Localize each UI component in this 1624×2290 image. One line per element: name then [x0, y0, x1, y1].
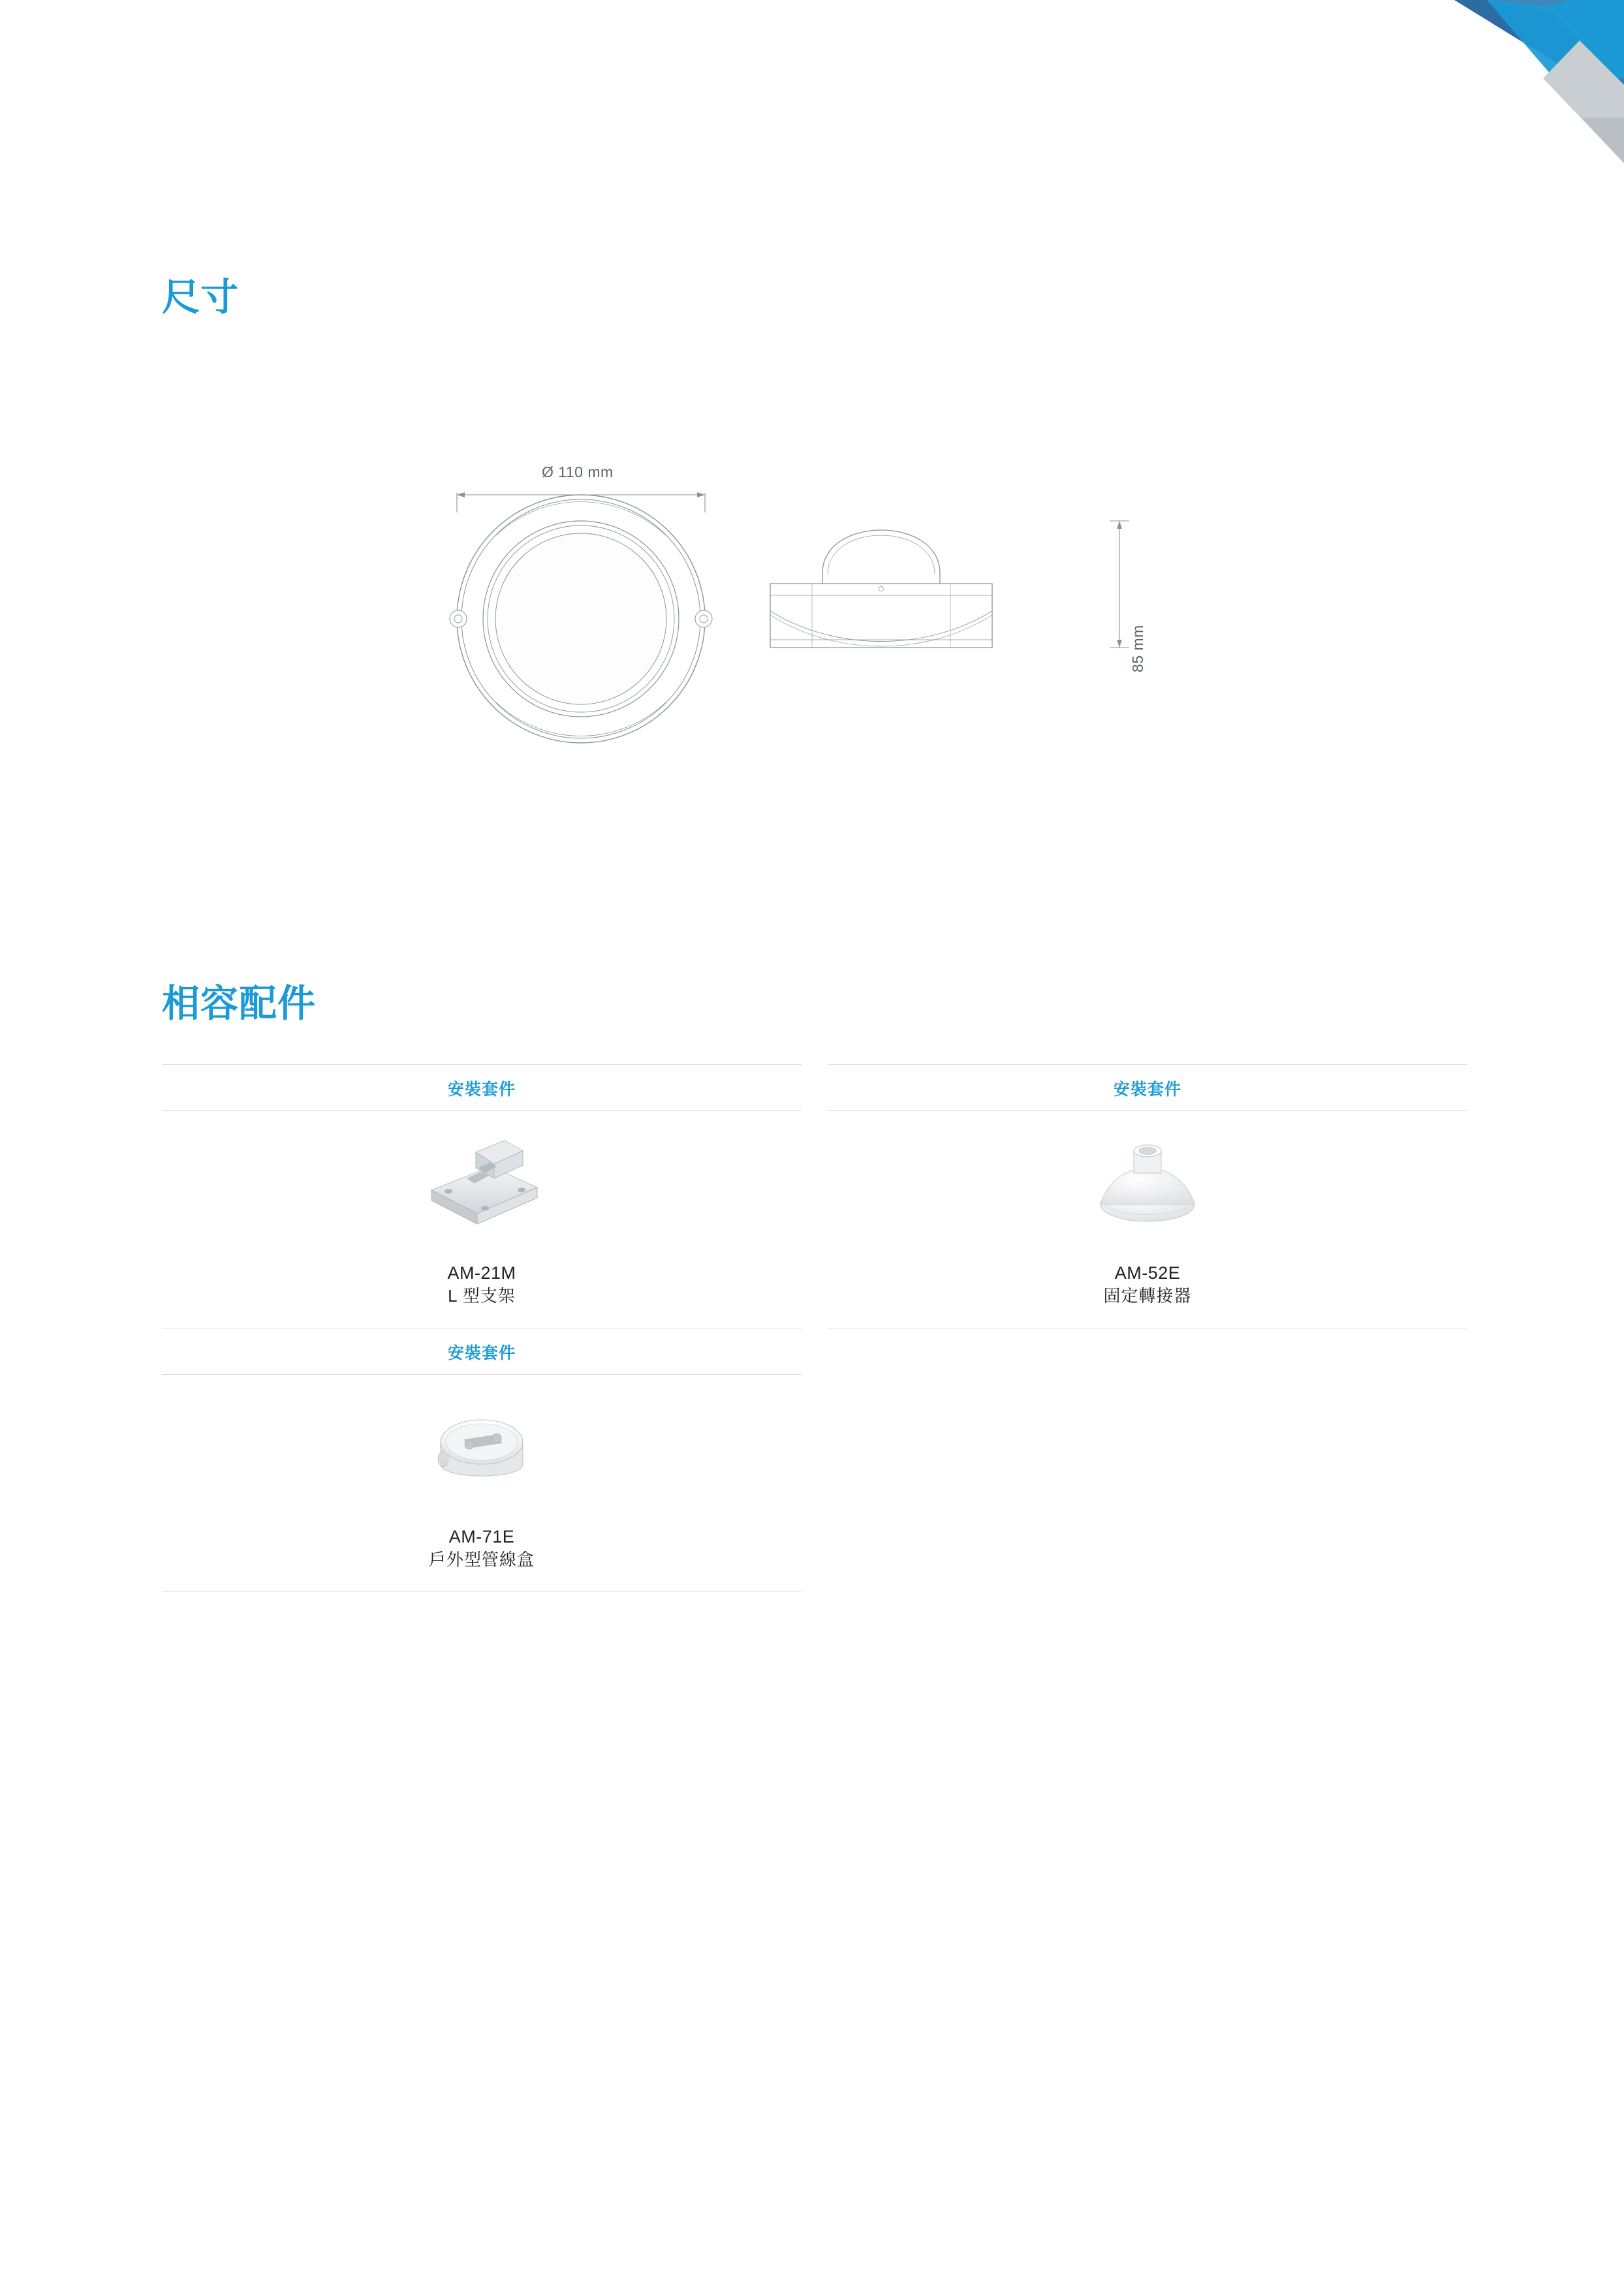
accessory-card-am-52e	[828, 1064, 1467, 1328]
accessory-model-label: AM-21M	[447, 1263, 516, 1283]
front-view-dome-camera	[450, 495, 712, 743]
banner-shape-6	[1543, 40, 1624, 163]
accessory-category-label: 安裝套件	[1113, 1080, 1181, 1099]
accessories-column-left	[162, 1064, 802, 1592]
banner-shape-3	[1546, 0, 1624, 85]
accessory-description-label: 戶外型管線盒	[428, 1549, 535, 1569]
banner-shape-7	[1582, 118, 1624, 163]
dimension-drawing-svg	[418, 444, 1201, 862]
accessory-model-label: AM-52E	[1114, 1263, 1181, 1283]
height-dimension-label: 85 mm	[1129, 625, 1146, 672]
accessory-description-label: L 型支架	[448, 1286, 516, 1306]
side-view-dome-camera	[770, 530, 992, 648]
accessory-model-label: AM-71E	[448, 1526, 515, 1546]
pendant-adapter-icon	[1079, 1127, 1216, 1245]
accessory-image-am-52e	[828, 1111, 1467, 1261]
l-bracket-icon	[413, 1127, 550, 1245]
dimension-drawing-group	[418, 444, 1201, 862]
dimensions-section-heading: 尺寸	[162, 276, 240, 319]
outdoor-junction-box-icon	[413, 1391, 550, 1509]
divider	[162, 1591, 802, 1592]
accessories-column-right	[828, 1064, 1467, 1328]
accessory-description-label: 固定轉接器	[1103, 1286, 1192, 1306]
diameter-dimension-label: Ø 110 mm	[542, 463, 614, 480]
accessory-card-am-21m	[162, 1064, 802, 1328]
banner-shape-2	[1454, 0, 1624, 104]
banner-shape-1	[1487, 0, 1624, 65]
corner-banner-decoration	[1180, 0, 1624, 209]
accessory-category-label: 安裝套件	[447, 1080, 516, 1099]
accessory-category-label: 安裝套件	[447, 1343, 516, 1362]
accessory-card-am-71e	[162, 1328, 802, 1592]
banner-shape-4	[1487, 0, 1624, 160]
accessories-section-heading: 相容配件	[162, 982, 317, 1025]
banner-shape-5	[1546, 78, 1624, 163]
accessory-image-am-71e	[162, 1375, 802, 1525]
accessory-image-am-21m	[162, 1111, 802, 1261]
